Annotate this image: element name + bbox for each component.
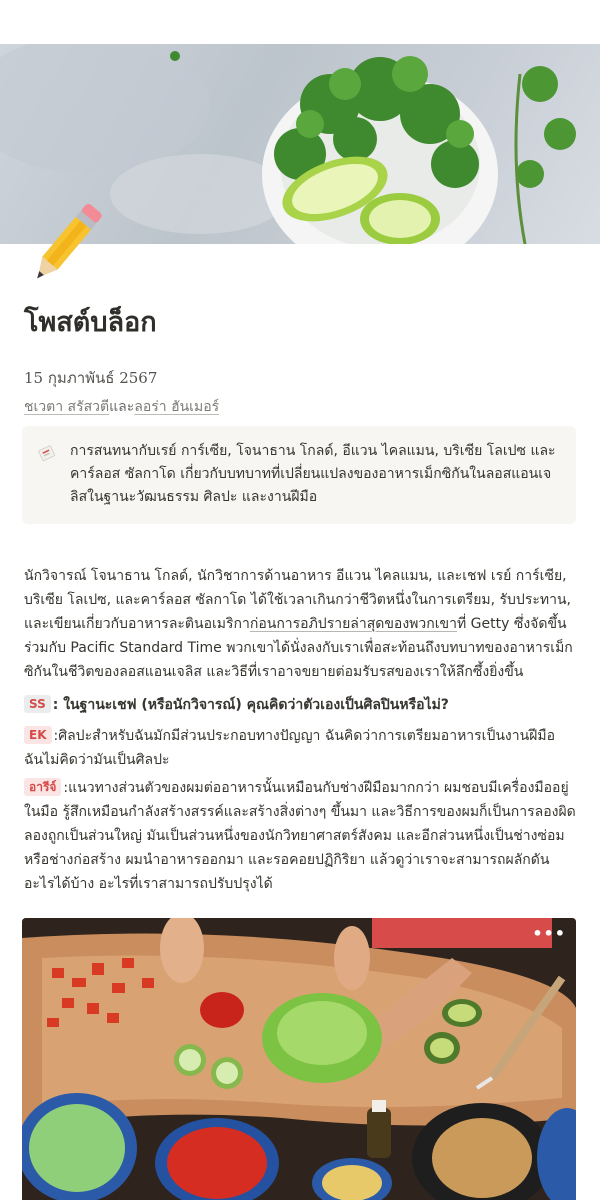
author-link[interactable]: ลอร่า ฮันเมอร์ xyxy=(134,399,220,415)
more-options-button[interactable]: ••• xyxy=(532,924,566,943)
author-joiner: และ xyxy=(109,399,135,415)
qa-text: :แนวทางส่วนตัวของผมต่ออาหารนั้นเหมือนกับช่างฝีมือมากกว่า ผมชอบมีเครื่องมืออยู่ในมือ รู้สึกเหมือนกำลังสร้างสรรค์และสร้างสิ่งต่างๆ ขึ้นมา และวิธีการของผมก็เป็นการลองผิดลองถูกเป็นส่วนใหญ่ มันเป็นส่วนหนึ่งของนักวิทยาศาสตร์สังคม และอีกส่วนหนึ่งเป็นช่างซ่อมหรือช่างก่อสร้าง ผมนำอาหารออกมา และรอคอยปฏิกิริยา แล้วดูว่าเราจะสามารถผลักดันอะไรได้บ้าง อะไรที่เราสามารถปรับปรุงได้ xyxy=(24,780,576,892)
qa-text: : ในฐานะเชฟ (หรือนักวิจารณ์) คุณคิดว่าตัวเองเป็นศิลปินหรือไม่? xyxy=(52,697,449,713)
author-link[interactable]: ชเวตา สรัสวตี xyxy=(24,399,110,415)
speaker-tag: SS xyxy=(24,695,51,713)
memo-icon xyxy=(36,442,58,464)
pencil-icon xyxy=(18,196,114,292)
callout-text: การสนทนากับเรย์ การ์เซีย, โจนาธาน โกลด์, อีแวน ไคลแมน, บริเซีย โลเปซ และคาร์ลอส ซัลกาโด เกี่ยวกับบทบาทที่เปลี่ยนแปลงของอาหารเม็กซิกันในลอสแอนเจลิสในฐานะวัฒนธรรม ศิลปะ และงานฝีมือ xyxy=(70,443,556,505)
intro-text: นักวิจารณ์ โจนาธาน โกลด์, นักวิชาการด้านอาหาร อีแวน ไคลแมน, และเชฟ เรย์ การ์เซีย, บริเซีย โลเปซ, และคาร์ลอส ซัลกาโด ได้ใช้เวลาเกินกว่าชีวิตหนึ่งในการเตรียม, รับประทาน, และเขียนเกี่ยวกับอาหารละตินอเมริกา xyxy=(24,568,571,632)
page-title: โพสต์บล็อก xyxy=(24,307,157,338)
cooking-illustration xyxy=(22,918,576,1200)
qa-line xyxy=(24,693,578,717)
summary-callout xyxy=(22,426,576,524)
speaker-tag: อารีจ์ xyxy=(24,778,61,796)
discussion-link[interactable]: ก่อนการอภิปรายล่าสุดของพวกเขา xyxy=(249,616,457,632)
intro-paragraph xyxy=(24,564,580,684)
speaker-tag: EK xyxy=(24,726,52,744)
cooking-photo[interactable] xyxy=(22,918,576,1200)
top-bar xyxy=(0,0,600,44)
author-line xyxy=(24,396,219,418)
qa-line xyxy=(24,724,578,772)
intro-text-continued: ที่ Getty ซึ่งจัดขึ้นร่วมกับ Pacific Standard Time พวกเขาได้นั่งลงกับเราเพื่อสะท้อนถึงบทบาทของอาหารเม็กซิกันในชีวิตของลอสแอนเจลิส และวิธีที่เราอาจขยายต่อมรับรสของเราให้ลึกซึ้งยิ่งขึ้น xyxy=(24,616,573,680)
post-date: 15 กุมภาพันธ์ 2567 xyxy=(24,369,158,387)
qa-line xyxy=(24,776,578,896)
qa-text: :ศิลปะสำหรับฉันมักมีส่วนประกอบทางปัญญา ฉันคิดว่าการเตรียมอาหารเป็นงานฝีมือ ฉันไม่คิดว่ามันเป็นศิลปะ xyxy=(24,728,556,768)
